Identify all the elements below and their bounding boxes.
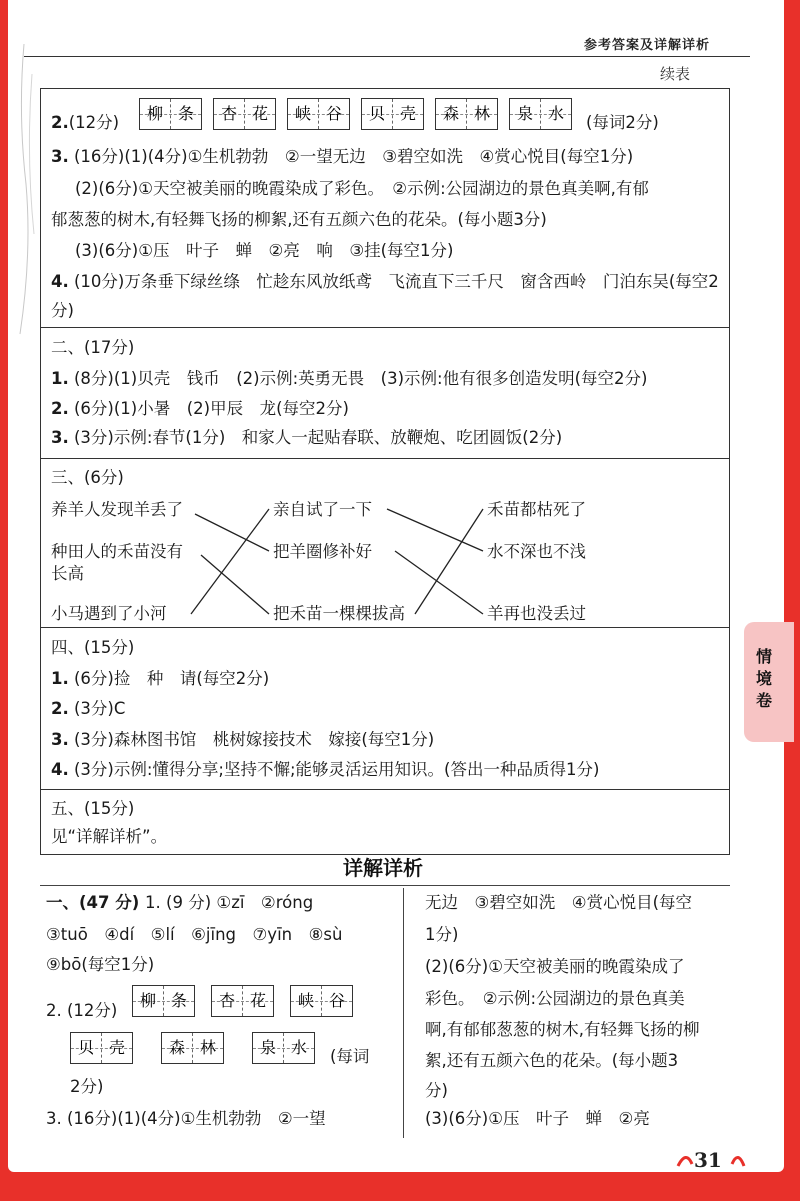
tianzi-char: 柳 (146, 104, 163, 123)
q2-note: (每词2分) (586, 113, 659, 132)
match-line-5 (387, 509, 483, 551)
detail-left-q2: 2. (12分) (46, 1001, 118, 1020)
tianzi-char: 森 (168, 1038, 185, 1057)
page-edge-scuff (14, 34, 42, 384)
tianzi-char: 水 (540, 99, 571, 129)
tianzi-char: 壳 (392, 99, 423, 129)
tianzi-grid-泉水 (252, 1032, 315, 1064)
tianzi-char: 贝 (368, 104, 385, 123)
tianzi-char: 条 (170, 99, 201, 129)
detail-right-line-4: 彩色。 ②示例:公园湖边的景色真美 (425, 989, 685, 1008)
detail-word-grids-row1 (132, 985, 369, 1017)
detail-left-line-3: ⑨bō(每空1分) (46, 955, 155, 974)
tianzi-grid-柳条 (139, 98, 202, 130)
q2-number: 2. (51, 113, 69, 132)
section-1-block (41, 89, 729, 327)
tianzi-char: 柳 (139, 991, 156, 1010)
s5-line-1: 见“详解详析”。 (51, 827, 168, 846)
match-line-3 (201, 555, 269, 614)
column-divider (403, 888, 404, 1138)
tianzi-char: 泉 (259, 1038, 276, 1057)
tianzi-grid-贝壳 (70, 1032, 133, 1064)
q3-line-2: (2)(6分)①天空被美丽的晚霞染成了彩色。 ②示例:公园湖边的景色真美啊,有郁 (75, 179, 649, 198)
tianzi-char: 谷 (318, 99, 349, 129)
side-tab-label: 情境卷 (756, 647, 773, 710)
q3-line-4: (3)(6分)①压 叶子 蝉 ②亮 响 ③挂(每空1分) (75, 241, 454, 260)
q2-row (51, 112, 119, 134)
s4-line-2: 2. (3分)C (51, 699, 126, 718)
tianzi-char: 峡 (297, 991, 314, 1010)
match-left-3: 小马遇到了小河 (51, 604, 167, 623)
detail-top-rule (40, 885, 730, 886)
section-3-block (41, 458, 729, 627)
match-right-2: 水不深也不浅 (487, 542, 586, 561)
tianzi-char: 水 (283, 1033, 314, 1063)
tianzi-grid-泉水 (509, 98, 572, 130)
tianzi-char: 泉 (516, 104, 533, 123)
page-number-badge (676, 1146, 746, 1174)
detail-right-line-8: (3)(6分)①压 叶子 蝉 ②亮 (425, 1109, 650, 1128)
tianzi-grid-森林 (161, 1032, 224, 1064)
q3-line-3: 郁葱葱的树木,有轻舞飞扬的柳絮,还有五颜六色的花朵。(每小题3分) (51, 210, 547, 229)
tianzi-char: 林 (192, 1033, 223, 1063)
match-mid-3: 把禾苗一棵棵拔高 (273, 604, 405, 623)
page-number: 31 (694, 1148, 722, 1172)
match-line-6 (415, 509, 483, 614)
detail-note-2: 2分) (70, 1077, 104, 1096)
answer-table (40, 88, 730, 855)
section-3-title: 三、(6分) (51, 468, 124, 487)
q2-word-grids (139, 98, 583, 130)
match-mid-2: 把羊圈修补好 (273, 542, 372, 561)
tianzi-grid-峡谷 (290, 985, 353, 1017)
s2-line-2: 2. (6分)(1)小暑 (2)甲辰 龙(每空2分) (51, 399, 349, 418)
header-rule (24, 56, 750, 57)
section-5-title: 五、(15分) (51, 799, 135, 818)
tianzi-char: 条 (163, 986, 194, 1016)
section-2-block (41, 327, 729, 458)
match-line-1 (191, 509, 269, 614)
tianzi-char: 花 (244, 99, 275, 129)
match-line-2 (195, 514, 269, 551)
tianzi-char: 壳 (101, 1033, 132, 1063)
detail-right-line-3: (2)(6分)①天空被美丽的晚霞染成了 (425, 957, 685, 976)
detail-left-line-1: 一、(47 分) 1. (9 分) ①zī ②róng (46, 893, 314, 912)
detail-right-line-1: 无边 ③碧空如洗 ④赏心悦目(每空 (425, 893, 693, 912)
tianzi-char: 杏 (218, 991, 235, 1010)
detail-left-line-2: ③tuō ④dí ⑤lí ⑥jīng ⑦yīn ⑧sù (46, 925, 343, 944)
match-right-1: 禾苗都枯死了 (487, 500, 586, 519)
continued-label: 续表 (660, 65, 691, 83)
tianzi-char: 峡 (294, 104, 311, 123)
s4-line-4: 4. (3分)示例:懂得分享;坚持不懈;能够灵活运用知识。(答出一种品质得1分) (51, 760, 600, 779)
detail-title: 详解详析 (343, 856, 423, 880)
tianzi-char: 森 (442, 104, 459, 123)
s2-line-3: 3. (3分)示例:春节(1分) 和家人一起贴春联、放鞭炮、吃团圆饭(2分) (51, 428, 563, 447)
q3-line-1: 3. (16分)(1)(4分)①生机勃勃 ②一望无边 ③碧空如洗 ④赏心悦目(每空1分) (51, 147, 634, 166)
detail-right-line-5: 啊,有郁郁葱葱的树木,有轻舞飞扬的柳 (425, 1020, 700, 1039)
detail-right-line-6: 絮,还有五颜六色的花朵。(每小题3 (425, 1051, 679, 1070)
match-mid-1: 亲自试了一下 (273, 500, 372, 519)
match-left-2b: 长高 (51, 564, 84, 583)
match-left-2a: 种田人的禾苗没有 (51, 542, 183, 561)
detail-left-q3: 3. (16分)(1)(4分)①生机勃勃 ②一望 (46, 1109, 326, 1128)
q4-line-1: 4. (10分)万条垂下绿丝绦 忙趁东风放纸鸢 飞流直下三千尺 窗含西岭 门泊东吴(每空2 (51, 272, 719, 291)
tianzi-grid-峡谷 (287, 98, 350, 130)
q4-line-2: 分) (51, 301, 74, 320)
side-tab (744, 622, 794, 742)
section-4-block (41, 627, 729, 789)
tianzi-char: 林 (466, 99, 497, 129)
s4-line-3: 3. (3分)森林图书馆 桃树嫁接技术 嫁接(每空1分) (51, 730, 435, 749)
match-line-4 (395, 551, 483, 614)
detail-right-line-7: 分) (425, 1081, 448, 1100)
q2-score: (12分) (68, 113, 120, 132)
match-left-1: 养羊人发现羊丢了 (51, 500, 183, 519)
detail-right-line-2: 1分) (425, 925, 459, 944)
tianzi-grid-杏花 (211, 985, 274, 1017)
header-title: 参考答案及详解详析 (584, 38, 711, 53)
matching-lines (41, 459, 731, 627)
tianzi-grid-杏花 (213, 98, 276, 130)
tianzi-char: 贝 (77, 1038, 94, 1057)
section-5-block (41, 789, 729, 854)
section-4-title: 四、(15分) (51, 638, 135, 657)
match-right-3: 羊再也没丢过 (487, 604, 586, 623)
tianzi-grid-森林 (435, 98, 498, 130)
section-2-title: 二、(17分) (51, 338, 135, 357)
s4-line-1: 1. (6分)捡 种 请(每空2分) (51, 669, 270, 688)
detail-word-grids-row2 (70, 1032, 343, 1064)
detail-note-1: (每词 (330, 1047, 370, 1066)
tianzi-char: 杏 (220, 104, 237, 123)
tianzi-char: 谷 (321, 986, 352, 1016)
tianzi-char: 花 (242, 986, 273, 1016)
tianzi-grid-贝壳 (361, 98, 424, 130)
s2-line-1: 1. (8分)(1)贝壳 钱币 (2)示例:英勇无畏 (3)示例:他有很多创造发明(每空2分) (51, 369, 648, 388)
tianzi-grid-柳条 (132, 985, 195, 1017)
